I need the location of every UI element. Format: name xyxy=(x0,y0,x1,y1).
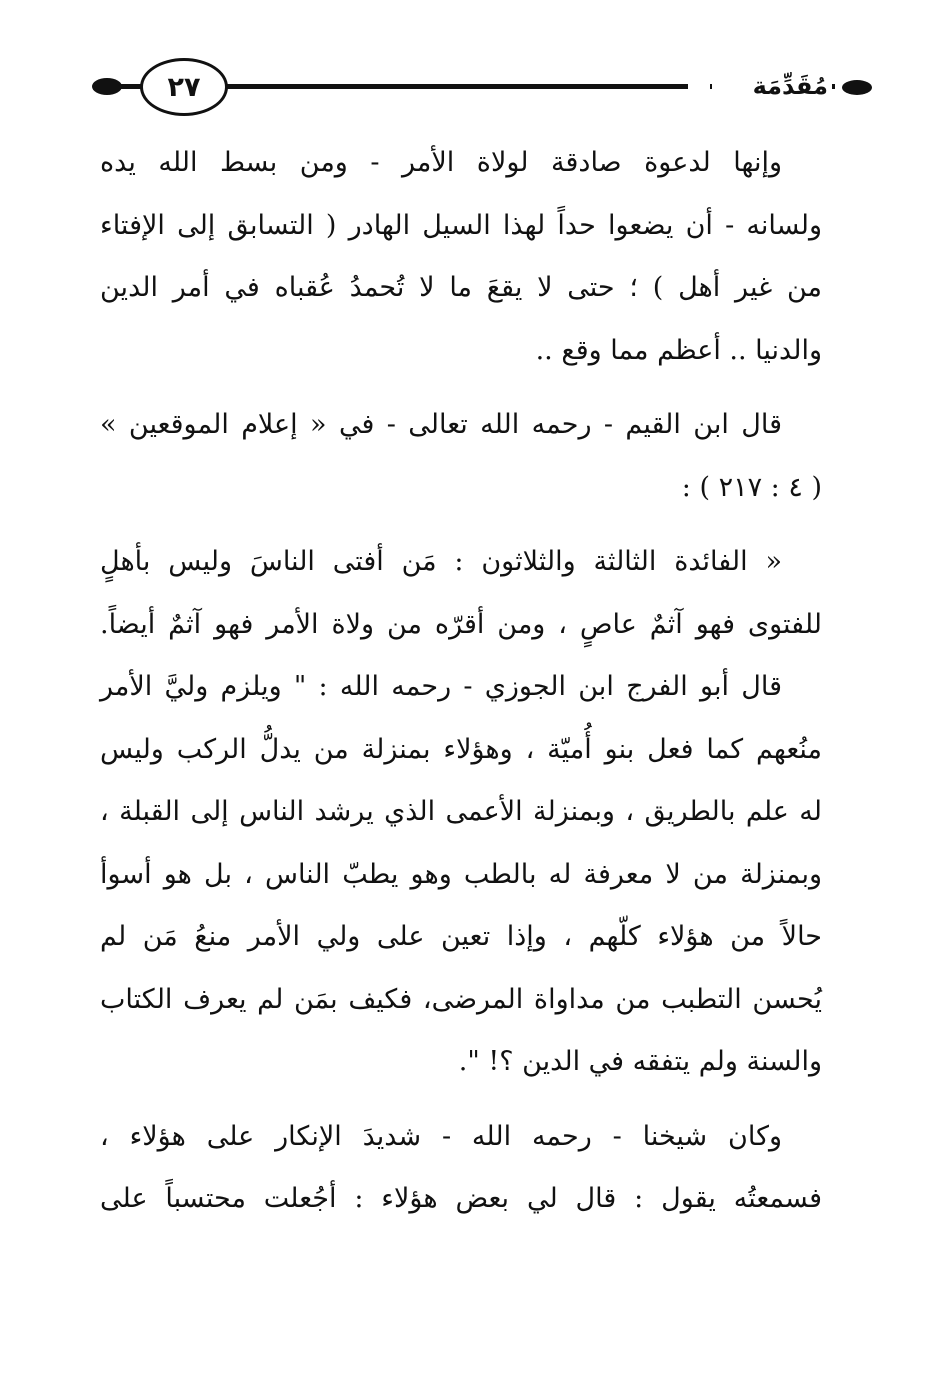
page-number: ٢٧ xyxy=(140,58,228,116)
text-line: له علم بالطريق ، وبمنزلة الأعمى الذي يرشد الناس إلى القبلة ، xyxy=(100,796,822,827)
header-rule-gap xyxy=(688,78,710,96)
header-rule-left-end xyxy=(92,78,122,95)
text-line: فسمعتُه يقول : قال لي بعض هؤلاء : أجُعلت محتسباً على xyxy=(100,1183,822,1214)
text-line: للفتوى فهو آثمٌ عاصٍ ، ومن أقرّه من ولاة الأمر فهو آثمٌ أيضاً. xyxy=(100,608,822,640)
paragraph-1 xyxy=(100,132,822,382)
header-rule-right-end xyxy=(842,80,872,95)
text-line: « الفائدة الثالثة والثلاثون : مَن أفتى الناسَ وليس بأهلٍ xyxy=(100,546,782,577)
text-line: وإنها لدعوة صادقة لولاة الأمر - ومن بسط الله يده xyxy=(100,147,782,178)
paragraph-3-quote xyxy=(100,531,822,656)
paragraph-4 xyxy=(100,656,822,1094)
text-line: وكان شيخنا - رحمه الله - شديدَ الإنكار على هؤلاء ، xyxy=(100,1120,782,1152)
paragraph-2 xyxy=(100,394,822,519)
running-title: مُقَدِّمَة xyxy=(712,64,832,108)
text-line: وبمنزلة من لا معرفة له بالطب وهو يطبّ الناس ، بل هو أسوأ xyxy=(100,858,822,890)
text-line: قال أبو الفرج ابن الجوزي - رحمه الله : " ويلزم وليَّ الأمر xyxy=(100,671,782,702)
text-line: والسنة ولم يتفقه في الدين ؟! ". xyxy=(458,1046,822,1077)
text-line: من غير أهل ) ؛ حتى لا يقعَ ما لا تُحمدُ عُقباه في أمر الدين xyxy=(100,272,822,303)
text-line: يُحسن التطبب من مداواة المرضى، فكيف بمَن لم يعرف الكتاب xyxy=(100,983,822,1015)
text-line: ولسانه - أن يضعوا حداً لهذا السيل الهادر ( التسابق إلى الإفتاء xyxy=(100,209,822,241)
text-line: قال ابن القيم - رحمه الله تعالى - في « إعلام الموقعين » xyxy=(100,409,782,440)
text-line: حالاً من هؤلاء كلّهم ، وإذا تعين على ولي الأمر منعُ مَن لم xyxy=(100,921,822,952)
text-line: والدنيا .. أعظم مما وقع .. xyxy=(535,334,822,366)
paragraph-5 xyxy=(100,1106,822,1231)
page-body xyxy=(100,132,822,1231)
text-line: ( ٤ : ٢١٧ ) : xyxy=(681,471,822,503)
text-line: منُعهم كما فعل بنو أُميّة ، وهؤلاء بمنزلة من يدلُّ الركب وليس xyxy=(100,733,822,765)
